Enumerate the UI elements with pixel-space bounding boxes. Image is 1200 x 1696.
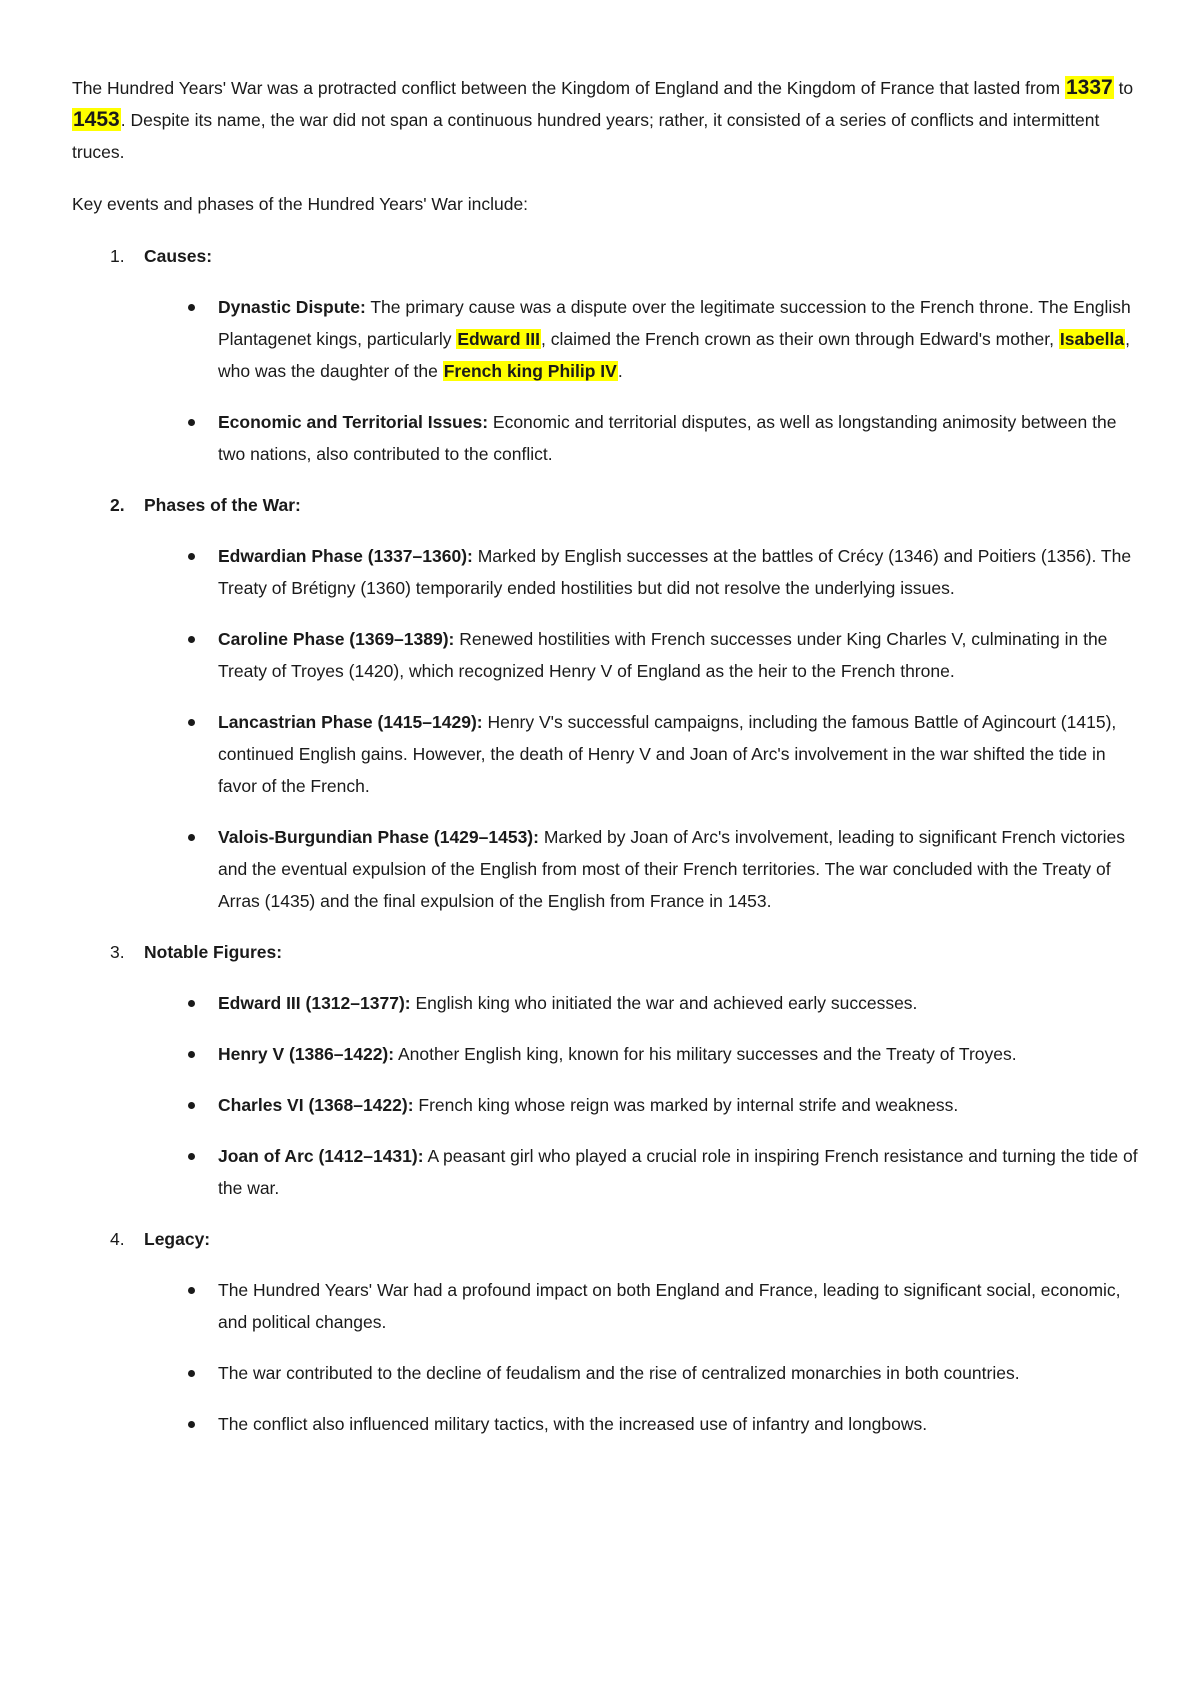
item-term: Charles VI (1368–1422): <box>218 1095 414 1115</box>
section-number: 1. <box>110 246 125 266</box>
bullet-icon <box>188 1421 195 1428</box>
item-term: Valois-Burgundian Phase (1429–1453): <box>218 827 539 847</box>
highlight-year-end: 1453 <box>73 108 120 131</box>
item-text: Renewed hostilities with French successes under King Charles V, culminating in the Treaty of Troyes (1420), which recognized Henry V of England as the heir to the French throne. <box>218 629 1108 681</box>
bullet-list <box>72 987 1140 1204</box>
key-events-intro: Key events and phases of the Hundred Years' War include: <box>72 194 529 214</box>
list-item <box>72 987 1140 1019</box>
bullet-icon <box>188 834 195 841</box>
section-title: Causes: <box>144 246 213 266</box>
item-text: The Hundred Years' War had a profound impact on both England and France, leading to significant social, economic, and political changes. <box>218 1280 1121 1332</box>
item-text: Marked by Joan of Arc's involvement, leading to significant French victories and the eventual expulsion of the English from most of their French territories. The war concluded with the Treaty of Arras (1435) and the final expulsion of the English from France in 1453. <box>218 827 1125 911</box>
intro-text-1: The Hundred Years' War was a protracted conflict between the Kingdom of England and the Kingdom of France that lasted from <box>72 78 1065 98</box>
bullet-icon <box>188 636 195 643</box>
bullet-icon <box>188 1153 195 1160</box>
highlight-year-start: 1337 <box>1065 76 1113 99</box>
section-heading <box>72 936 1140 968</box>
intro-paragraph <box>72 72 1140 168</box>
section-title: Legacy: <box>144 1229 211 1249</box>
bullet-icon <box>188 1102 195 1109</box>
item-text: , who was the daughter of the <box>218 329 1130 381</box>
list-item <box>72 623 1140 687</box>
item-text: , claimed the French crown as their own through Edward's mother, <box>540 329 1059 349</box>
item-text: The conflict also influenced military tactics, with the increased use of infantry and longbows. <box>218 1414 928 1434</box>
list-item <box>72 706 1140 802</box>
item-term: Joan of Arc (1412–1431): <box>218 1146 424 1166</box>
bullet-icon <box>188 1051 195 1058</box>
section-heading <box>72 240 1140 272</box>
item-term: Economic and Territorial Issues: <box>218 412 489 432</box>
section-heading <box>72 489 1140 521</box>
section-title: Phases of the War: <box>144 495 301 515</box>
list-item <box>72 406 1140 470</box>
section-number: 4. <box>110 1229 125 1249</box>
list-item <box>72 1038 1140 1070</box>
bullet-icon <box>188 719 195 726</box>
item-text: French king whose reign was marked by internal strife and weakness. <box>413 1095 959 1115</box>
section-legacy <box>72 1223 1140 1440</box>
item-text: English king who initiated the war and achieved early successes. <box>410 993 918 1013</box>
section-number: 3. <box>110 942 125 962</box>
bullet-list <box>72 291 1140 470</box>
item-text: Another English king, known for his military successes and the Treaty of Troyes. <box>394 1044 1017 1064</box>
item-term: Caroline Phase (1369–1389): <box>218 629 455 649</box>
bullet-icon <box>188 1370 195 1377</box>
bullet-list <box>72 540 1140 917</box>
list-item <box>72 540 1140 604</box>
list-item <box>72 821 1140 917</box>
item-term: Edward III (1312–1377): <box>218 993 411 1013</box>
item-term: Henry V (1386–1422): <box>218 1044 395 1064</box>
intro-text-2: . Despite its name, the war did not span a continuous hundred years; rather, it consisted of a series of conflicts and intermittent truces. <box>72 110 1100 162</box>
item-term: Dynastic Dispute: <box>218 297 366 317</box>
intro-to: to <box>1113 78 1134 98</box>
item-text: Marked by English successes at the battles of Crécy (1346) and Poitiers (1356). The Treaty of Brétigny (1360) temporarily ended hostilities but did not resolve the underlying issues. <box>218 546 1132 598</box>
bullet-icon <box>188 304 195 311</box>
section-number: 2. <box>110 495 125 515</box>
item-text: Economic and territorial disputes, as well as longstanding animosity between the two nations, also contributed to the conflict. <box>218 412 1117 464</box>
section-phases <box>72 489 1140 917</box>
list-item <box>72 1089 1140 1121</box>
item-text: The primary cause was a dispute over the legitimate succession to the French throne. The English Plantagenet kings, particularly <box>218 297 1131 349</box>
highlight-edward-iii: Edward III <box>457 329 540 349</box>
bullet-icon <box>188 553 195 560</box>
item-term: Edwardian Phase (1337–1360): <box>218 546 473 566</box>
highlight-isabella: Isabella <box>1059 329 1125 349</box>
item-term: Lancastrian Phase (1415–1429): <box>218 712 483 732</box>
list-item <box>72 1140 1140 1204</box>
list-item <box>72 1408 1140 1440</box>
item-text: A peasant girl who played a crucial role in inspiring French resistance and turning the tide of the war. <box>218 1146 1138 1198</box>
bullet-list <box>72 1274 1140 1440</box>
bullet-icon <box>188 1287 195 1294</box>
section-causes <box>72 240 1140 470</box>
highlight-philip-iv: French king Philip IV <box>443 361 617 381</box>
list-item <box>72 1357 1140 1389</box>
section-notable-figures <box>72 936 1140 1204</box>
item-text: Henry V's successful campaigns, including the famous Battle of Agincourt (1415), continued English gains. However, the death of Henry V and Joan of Arc's involvement in the war shifted the tide in favor of the French. <box>218 712 1117 796</box>
section-title: Notable Figures: <box>144 942 283 962</box>
item-text: . <box>617 361 623 381</box>
item-text: The war contributed to the decline of feudalism and the rise of centralized monarchies in both countries. <box>218 1363 1020 1383</box>
section-heading <box>72 1223 1140 1255</box>
list-item <box>72 291 1140 387</box>
bullet-icon <box>188 419 195 426</box>
list-item <box>72 1274 1140 1338</box>
bullet-icon <box>188 1000 195 1007</box>
